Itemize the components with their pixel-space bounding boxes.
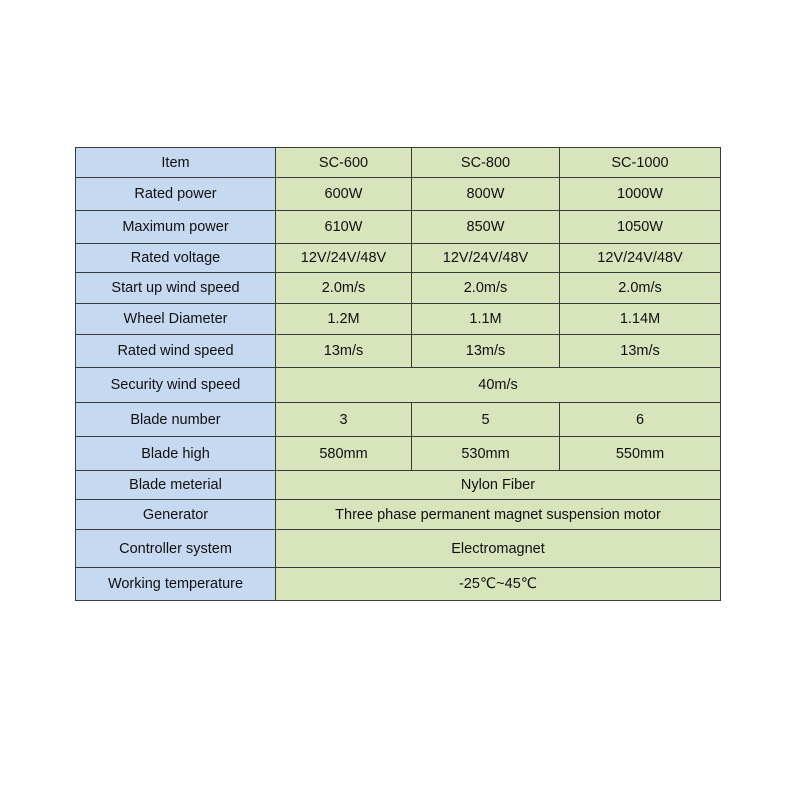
table-row <box>76 403 721 437</box>
row-label: Rated voltage <box>76 244 276 273</box>
row-label: Rated wind speed <box>76 335 276 368</box>
row-label: Blade number <box>76 403 276 437</box>
row-value: 1050W <box>560 211 721 244</box>
row-label: Blade meterial <box>76 471 276 500</box>
row-value: 600W <box>276 178 412 211</box>
row-value: 2.0m/s <box>276 273 412 304</box>
row-label: Security wind speed <box>76 368 276 403</box>
row-value: 1.2M <box>276 304 412 335</box>
row-value: 550mm <box>560 437 721 471</box>
row-value: 2.0m/s <box>560 273 721 304</box>
row-value-merged: Electromagnet <box>276 530 721 568</box>
row-value: 530mm <box>412 437 560 471</box>
table-row <box>76 273 721 304</box>
row-label: Working temperature <box>76 568 276 601</box>
header-item-cell: Item <box>76 148 276 178</box>
table-row <box>76 178 721 211</box>
table-header-row <box>76 148 721 178</box>
header-model-sc1000: SC-1000 <box>560 148 721 178</box>
row-label: Maximum power <box>76 211 276 244</box>
row-value: 6 <box>560 403 721 437</box>
table-row <box>76 500 721 530</box>
row-label: Generator <box>76 500 276 530</box>
row-value: 12V/24V/48V <box>276 244 412 273</box>
row-value: 13m/s <box>276 335 412 368</box>
row-value: 800W <box>412 178 560 211</box>
spec-table <box>75 147 721 601</box>
row-value-merged: 40m/s <box>276 368 721 403</box>
row-label: Wheel Diameter <box>76 304 276 335</box>
row-value-merged: -25℃~45℃ <box>276 568 721 601</box>
row-value: 5 <box>412 403 560 437</box>
row-value: 12V/24V/48V <box>412 244 560 273</box>
row-value: 1.1M <box>412 304 560 335</box>
row-value-merged: Three phase permanent magnet suspension motor <box>276 500 721 530</box>
row-label: Start up wind speed <box>76 273 276 304</box>
row-label: Rated power <box>76 178 276 211</box>
table-row <box>76 335 721 368</box>
table-row <box>76 530 721 568</box>
row-value: 3 <box>276 403 412 437</box>
table-row <box>76 471 721 500</box>
row-value: 1.14M <box>560 304 721 335</box>
table-row <box>76 244 721 273</box>
row-value: 850W <box>412 211 560 244</box>
row-value: 2.0m/s <box>412 273 560 304</box>
row-value-merged: Nylon Fiber <box>276 471 721 500</box>
table-row <box>76 368 721 403</box>
row-value: 580mm <box>276 437 412 471</box>
table-row <box>76 437 721 471</box>
row-label: Controller system <box>76 530 276 568</box>
table-row <box>76 568 721 601</box>
header-model-sc800: SC-800 <box>412 148 560 178</box>
table-row <box>76 304 721 335</box>
row-label: Blade high <box>76 437 276 471</box>
row-value: 610W <box>276 211 412 244</box>
row-value: 13m/s <box>412 335 560 368</box>
row-value: 13m/s <box>560 335 721 368</box>
row-value: 1000W <box>560 178 721 211</box>
row-value: 12V/24V/48V <box>560 244 721 273</box>
table-row <box>76 211 721 244</box>
header-model-sc600: SC-600 <box>276 148 412 178</box>
